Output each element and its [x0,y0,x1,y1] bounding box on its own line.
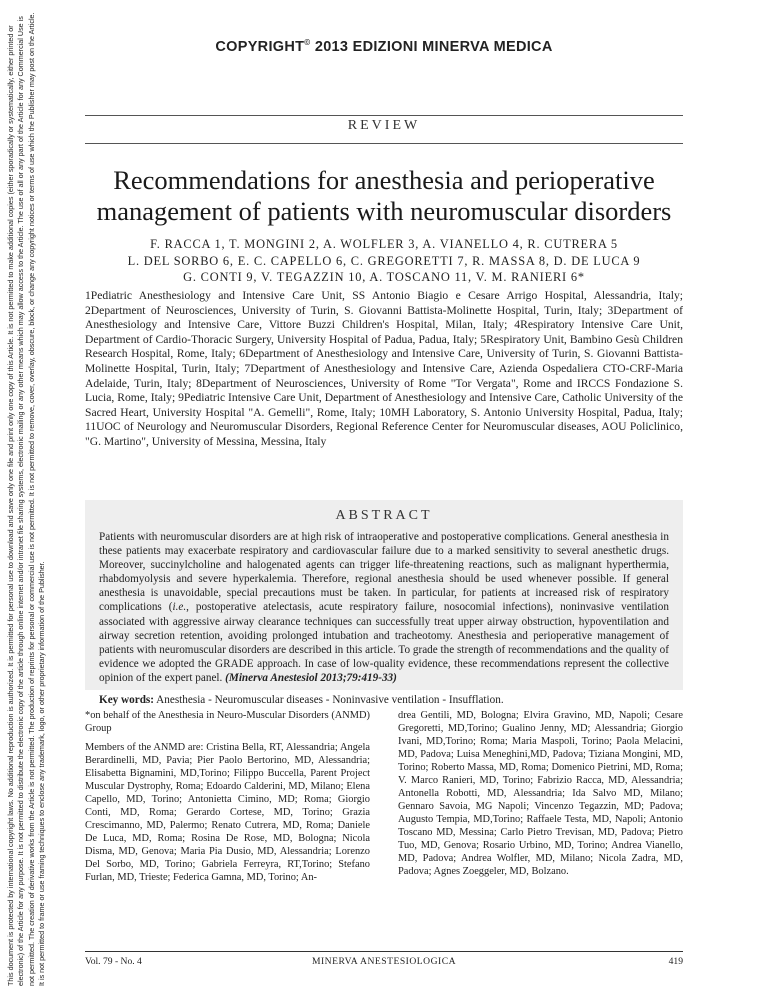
abstract-heading: ABSTRACT [335,508,433,523]
abstract-text-1: Patients with neuromuscular disorders are at high risk of intraoperative and postoperative complications. General anesthesia in these patients may exacerbate respiratory and cardiovascular failure due to a marked sensitivity to several anesthetic drugs. Moreover, succinylcholine and halogenated agents can trigger life-threatening reactions, such as malignant hyperthermia, rhabdomyolysis and severe hyperkalemia. Therefore, regional anesthesia should be used whenever possible. If general anesthesia is unavoidable, special precautions must be taken. In particular, for patients at increased risk of respiratory complications ( [99,531,669,614]
copyright-prefix: COPYRIGHT [215,38,305,55]
author-line-3: G. CONTI 9, V. TEGAZZIN 10, A. TOSCANO 11, V. M. RANIERI 6* [183,270,585,284]
author-line-2: L. DEL SORBO 6, E. C. CAPELLO 6, C. GREGORETTI 7, R. MASSA 8, D. DE LUCA 9 [127,253,641,268]
copyright-side-notice [4,0,68,994]
footer-volume: Vol. 79 - No. 4 [85,956,142,967]
side-notice-text: This document is protected by international copyright laws. No additional reproduction is authorized. It is permitted for personal use to download and save only one file and print only one copy of this Article. It is not permitted to make additional copies (either sporadically or systematically, either printed or electronic) of the Article for any purpose. It is not permitted to distribute the electronic copy of the article through online internet and/or intranet file sharing systems, electronic mailing or any other means which may allow access to the Article. The use of all or any part of the Article for any Commercial Use is not permitted. The creation of derivative works from the Article is not permitted. The production of reprints for personal or commercial use is not permitted. It is not permitted to remove, cover, overlay, obscure, block, or change any copyright notices or terms of use which the Publisher may post on the Article. It is not permitted to frame or use framing techniques to enclose any trademark, logo, or other proprietary information of the Publisher. [6,12,47,986]
notes-right-column [398,709,683,884]
copyright-suffix: 2013 EDIZIONI MINERVA MEDICA [310,38,553,55]
footer-page-number: 419 [668,956,683,967]
section-label: REVIEW [347,118,421,133]
abstract-citation: (Minerva Anestesiol 2013;79:419-33) [225,671,397,684]
members-list-right: drea Gentili, MD, Bologna; Elvira Gravino, MD, Napoli; Cesare Gregoretti, MD,Torino; Gualino Jenny, MD; Alessandria; Giorgio Ivani, MD,Torino; Roma; Maria Maspoli, Torino; Paola Melacini, MD, Padova; Luisa Meneghini,MD, Padova; Tiziana Mongini, MD, Torino; Roberto Massa, MD, Roma; Domenico Pietrini, MD, Roma; V. Marco Ranieri, MD, Torino; Fabrizio Racca, MD, Alessandria; Antonella Robotti, MD, Alessandria; Ida Salvo MD, Milano; Gennaro Savoia, MG Napoli; Vincenzo Tegazzin, MD; Padova; Augusto Tempia, MD,Torino; Raffaele Testa, MD, Napoli; Antonio Toscano MD, Messina; Carlo Pietro Trevisan, MD, Padova; Pietro Tuo, MD, Genova; Rosario Urbino, MD, Torino; Andrea Vianello, MD, Padova; Andrea Wolfler, MD, Milano; Nicola Zadra, MD, Padova; Agnes Zoeggeler, MD, Bolzano. [398,710,683,877]
footer-journal: MINERVA ANESTESIOLOGICA [311,956,457,967]
keywords [99,693,669,707]
footer-rule [85,951,683,952]
affiliations: 1Pediatric Anesthesiology and Intensive Care Unit, SS Antonio Biagio e Cesare Arrigo Hospital, Alessandria, Italy; 2Department of Neurosciences, University of Turin, S. Giovanni Battista-Molinette Hospital, Turin, Italy; 3Department of Anesthesiology and Intensive Care, Vittore Buzzi Children's Hospital, Milan, Italy; 4Respiratory Intensive Care Unit, Department of Cardio-Thoracic Surgery, University Hospital of Padua, Padua, Italy; 5Respiratory Unit, Bambino Gesù Children Research Hospital, Rome, Italy; 6Department of Anesthesiology and Intensive Care, University of Turin, S. Giovanni Battista-Molinette Hospital, Turin, Italy; 7Department of Anesthesiology and Intensive Care, Azienda Ospedaliera CTO-CRF-Maria Adelaide, Turin, Italy; 8Department of Neurosciences, University of Rome "Tor Vergata", Rome and IRCCS Fondazione S. Lucia, Rome, Italy; 9Pediatric Intensive Care Unit, Department of Anesthesiology and Intensive Care, Catholic University of the Sacred Heart, University Hospital "A. Gemelli", Rome, Italy; 10MH Laboratory, S. Antonio University Hospital, Padua, Italy; 11UOC of Neurology and Neuromuscular Disorders, Regional Reference Center for Neuromuscular diseases, AOU Policlinico, "G. Martino", University of Messina, Messina, Italy [85,289,683,448]
abstract-text-2: , postoperative atelectasis, acute respiratory failure, nosocomial infections), noninvasive ventilation associated with aggressive airway clearance techniques can successfully treat upper airway obstruction, hypoventilation and airway secretion retention, avoiding prolonged intubation and tracheotomy. Anesthesia and perioperative management of patients with neuromuscular disorders are described in this article. To grade the strength of recommendations and the quality of evidence we adopted the GRADE approach. In case of low-quality evidence, these recommendations represent the collective opinion of the expert panel. [99,601,669,684]
copyright-header [0,38,768,55]
author-list [85,236,683,286]
copyright-symbol: © [304,38,311,47]
notes-left-column [85,709,370,890]
keywords-text: Anesthesia - Neuromuscular diseases - Noninvasive ventilation - Insufflation. [154,694,504,707]
abstract-panel [85,500,683,707]
section-rule-top [85,115,683,116]
article-title: Recommendations for anesthesia and perioperative management of patients with neuromuscular disorders [96,165,672,226]
keywords-label: Key words: [99,694,154,707]
section-rule-bottom [85,143,683,144]
abstract-ie: i.e. [172,601,187,614]
author-line-1: F. RACCA 1, T. MONGINI 2, A. WOLFLER 3, A. VIANELLO 4, R. CUTRERA 5 [150,237,618,251]
members-list-left: Members of the ANMD are: Cristina Bella, RT, Alessandria; Angela Berardinelli, MD, Pavia; Pier Paolo Bertorino, MD, Alessandria; Elisabetta Bignamini, MD,Torino; Filippo Buccella, Parent Project Muscular Dystrophy, Roma; Edoardo Calderini, MD, Milano; Elena Capello, MD, Torino; Antonietta Cimino, MD; Roma; Giorgio Conti, MD, Roma; Gerardo Cortese, MD, Torino; Grazia Crescimanno, MD, Palermo; Renato Cutrera, MD, Roma; Daniele De Luca, MD, Roma; Rosina De Rose, MD, Bologna; Nicola Disma, MD, Genova; Maria Pia Dusio, MD, Alessandria; Lorenzo Del Sorbo, MD, Torino; Gabriela Ferreyra, RT,Torino; Stefano Furlan, MD, Trieste; Federica Gamna, MD, Torino; An- [85,742,370,883]
abstract-body [99,530,669,685]
behalf-note: *on behalf of the Anesthesia in Neuro-Muscular Disorders (ANMD) Group [85,710,370,734]
